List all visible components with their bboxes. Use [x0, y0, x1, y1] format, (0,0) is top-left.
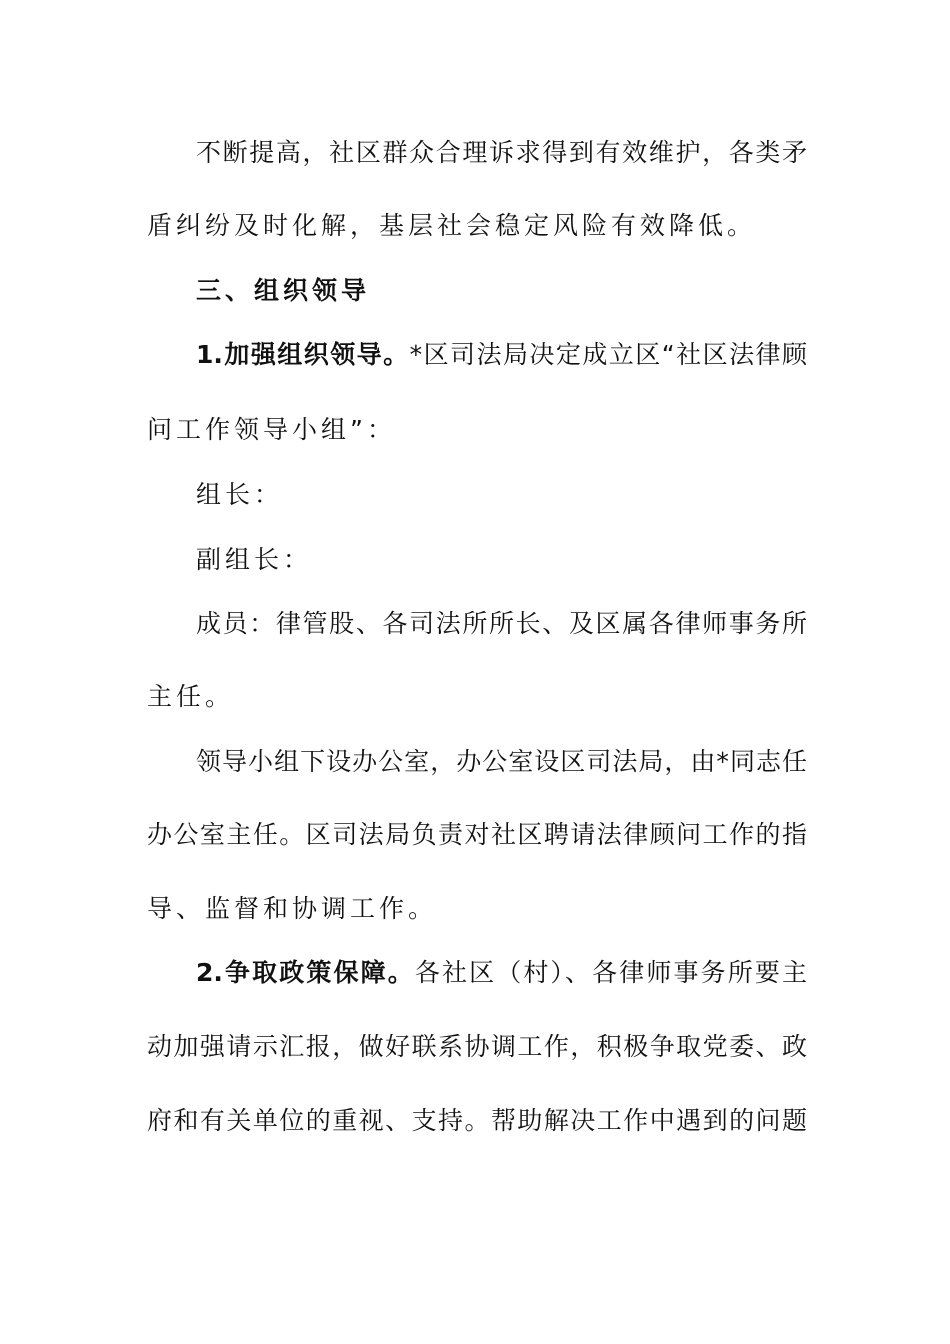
paragraph-line: 动加强请示汇报，做好联系协调工作，积极争取党委、政 [147, 1032, 807, 1061]
item-1-text: *区司法局决定成立区“社区法律顾 [409, 340, 807, 369]
paragraph-line: 不断提高，社区群众合理诉求得到有效维护，各类矛 [196, 138, 807, 167]
paragraph-line: 盾纠纷及时化解，基层社会稳定风险有效降低。 [147, 211, 757, 240]
item-2-line [196, 956, 807, 990]
paragraph-line: 问工作领导小组”： [147, 415, 396, 444]
paragraph-line: 办公室主任。区司法局负责对社区聘请法律顾问工作的指 [147, 820, 807, 849]
item-1-heading: 1.加强组织领导。 [196, 340, 410, 369]
item-2-heading: 2.争取政策保障。 [196, 958, 415, 987]
paragraph-line: 府和有关单位的重视、支持。帮助解决工作中遇到的问题 [147, 1106, 807, 1135]
item-2-text: 各社区（村）、各律师事务所要主 [414, 958, 807, 987]
section-heading: 三、组织领导 [196, 276, 371, 305]
leader-label: 组长： [196, 480, 284, 509]
paragraph-line: 主任。 [147, 682, 235, 711]
deputy-leader-label: 副组长： [196, 545, 313, 574]
members-line: 成员：律管股、各司法所所长、及区属各律师事务所 [196, 609, 807, 638]
item-1-line [196, 338, 807, 372]
paragraph-line: 领导小组下设办公室，办公室设区司法局，由*同志任 [196, 747, 807, 776]
paragraph-line: 导、监督和协调工作。 [147, 894, 438, 923]
